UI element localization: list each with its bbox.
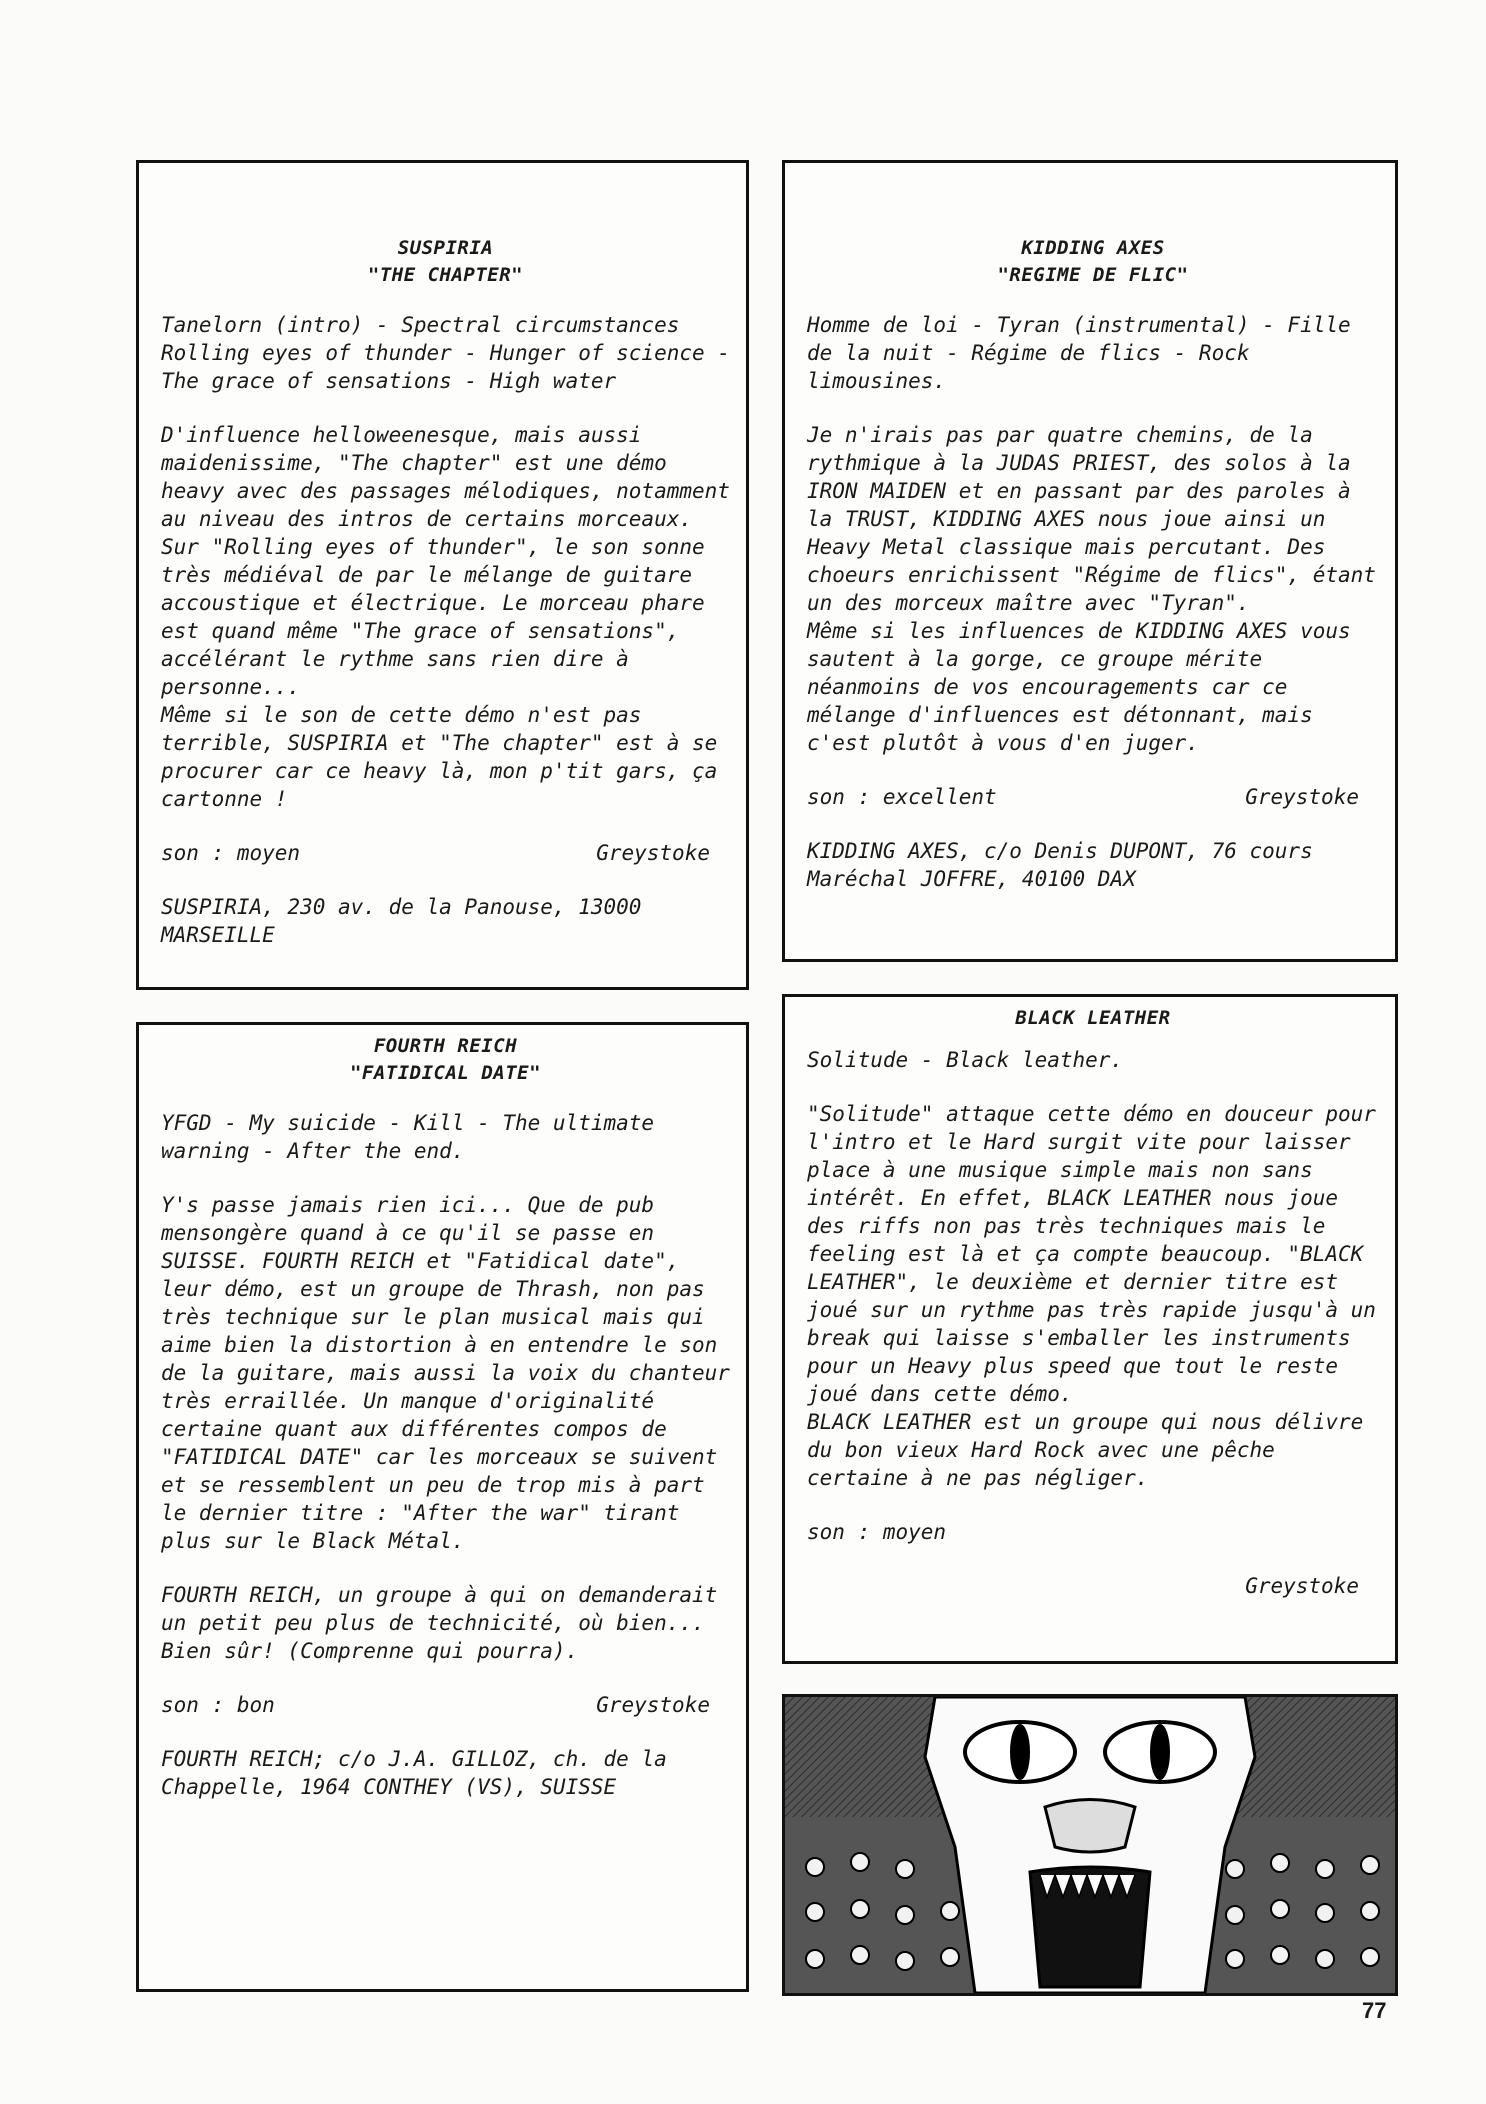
review-body: Je n'irais pas par quatre chemins, de la rythmique à la JUDAS PRIEST, des solos à la IRON MAIDEN et en passant par des paroles à la TRUST, KIDDING AXES nous joue ainsi un Heavy Metal classique mais percutant. Des choeurs enrichissent "Régime de flics", étant un des morceux maître avec "Tyran". Même si les influences de KIDDING AXES vous sautent à la gorge, ce groupe mérite néanmoins de vos encouragements car ce mélange d'influences est détonnant, mais c'est plutôt à vous d'en juger. <box>807 423 1376 755</box>
demo-title: "FATIDICAL DATE" <box>349 1062 542 1084</box>
review-body: Y's passe jamais rien ici... Que de pub mensongère quand à ce qu'il se passe en SUISSE. FOURTH REICH et "Fatidical date", leur démo, est un groupe de Thrash, non pas très technique sur le plan musical mais qui aime bien la distortion à en entendre le son de la guitare, mais aussi la voix du chanteur très erraillée. Un manque d'originalité certaine quant aux différentes compos de "FATIDICAL DATE" car les morceaux se suivent et se ressemblent un peu de trop mis à part le dernier titre : "After the war" tirant plus sur le Black Métal. <box>161 1193 730 1553</box>
review-body: "Solitude" attaque cette démo en douceur pour l'intro et le Hard surgit vite pour laisser place à une musique simple mais non sans intérêt. En effet, BLACK LEATHER nous joue des riffs non pas très techniques mais le feeling est là et ça compte beaucoup. "BLACK LEATHER", le deuxième et dernier titre est joué sur un rythme pas très rapide jusqu'à un break qui laisse s'emballer les instruments pour un Heavy plus speed que tout le reste joué dans cette démo. BLACK LEATHER est un groupe qui nous délivre du bon vieux Hard Rock avec une pêche certaine à ne pas négliger. <box>807 1102 1376 1490</box>
review-heading <box>807 1005 1379 1032</box>
page-number: 77 <box>1362 1998 1387 2023</box>
demo-title: "REGIME DE FLIC" <box>997 264 1189 286</box>
demo-title: "THE CHAPTER" <box>367 264 524 286</box>
rating: son : moyen <box>161 841 301 865</box>
contact-address: FOURTH REICH; c/o J.A. GILLOZ, ch. de la Chappelle, 1964 CONTHEY (VS), SUISSE <box>161 1747 667 1799</box>
author: Greystoke <box>1245 785 1359 809</box>
review-suspiria <box>136 160 749 990</box>
tracklist: YFGD - My suicide - Kill - The ultimate warning - After the end. <box>161 1111 655 1163</box>
review-heading <box>161 1033 730 1087</box>
rating: son : bon <box>161 1693 275 1717</box>
review-heading <box>807 235 1379 289</box>
author: Greystoke <box>1245 1574 1359 1598</box>
rating: son : moyen <box>807 1520 947 1544</box>
monster-face-drawing <box>785 1697 1395 1993</box>
review-heading <box>161 235 730 289</box>
contact-address: SUSPIRIA, 230 av. de la Panouse, 13000 MARSEILLE <box>161 895 642 947</box>
monster-mouth <box>1030 1867 1150 1987</box>
rating-signature <box>161 1691 730 1719</box>
rating: son : excellent <box>807 785 997 809</box>
contact-address: KIDDING AXES, c/o Denis DUPONT, 76 cours Maréchal JOFFRE, 40100 DAX <box>807 839 1313 891</box>
author: Greystoke <box>596 1693 710 1717</box>
band-name: SUSPIRIA <box>397 237 494 259</box>
monster-snout <box>1045 1800 1135 1853</box>
band-name: FOURTH REICH <box>373 1035 518 1057</box>
review-body: D'influence helloweenesque, mais aussi maidenissime, "The chapter" est une démo heavy avec des passages mélodiques, notamment au niveau des intros de certains morceaux. Sur "Rolling eyes of thunder", le son sonne très médiéval de par le mélange de guitare accoustique et électrique. Le morceau phare est quand même "The grace of sensations", accélérant le rythme sans rien dire à personne... Même si le son de cette démo n'est pas terrible, SUSPIRIA et "The chapter" est à se procurer car ce heavy là, mon p'tit gars, ça cartonne ! <box>161 423 730 811</box>
review-fourth-reich <box>136 1022 749 1992</box>
tracklist: Homme de loi - Tyran (instrumental) - Fille de la nuit - Régime de flics - Rock limousines. <box>807 313 1351 393</box>
tracklist: Solitude - Black leather. <box>807 1048 1124 1072</box>
author: Greystoke <box>596 841 710 865</box>
review-conclusion: FOURTH REICH, un groupe à qui on demanderait un petit peu plus de technicité, où bien... Bien sûr! (Comprenne qui pourra). <box>161 1583 718 1663</box>
band-name: BLACK LEATHER <box>1015 1007 1171 1029</box>
rating-signature <box>807 783 1379 811</box>
rating-signature <box>161 839 730 867</box>
band-name: KIDDING AXES <box>1021 237 1165 259</box>
tracklist: Tanelorn (intro) - Spectral circumstances Rolling eyes of thunder - Hunger of science - The grace of sensations - High water <box>161 313 730 393</box>
review-kidding-axes <box>782 160 1398 962</box>
review-black-leather <box>782 994 1398 1664</box>
monster-illustration <box>782 1694 1398 1996</box>
